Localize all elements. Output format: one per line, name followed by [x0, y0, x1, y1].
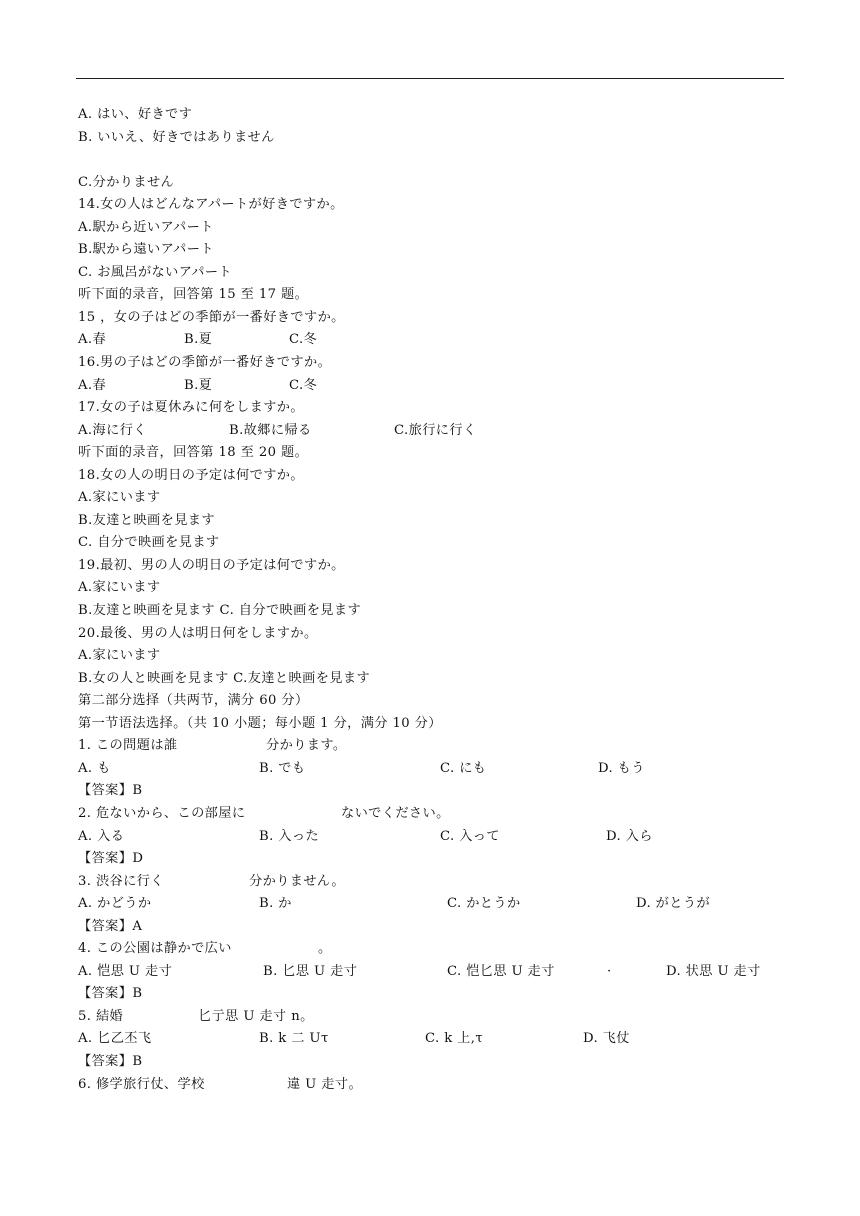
- text-line: [78, 397, 784, 420]
- line-text: 16.男の子はどの季節が一番好きですか。: [78, 355, 332, 371]
- text-line: [78, 758, 784, 781]
- option-text: C. 入って: [440, 828, 500, 844]
- line-text: B.女の人と映画を見ます C.友達と映画を見ます: [78, 670, 371, 686]
- line-text: B.友達と映画を見ます C. 自分で映画を見ます: [78, 603, 362, 619]
- text-line: [78, 916, 784, 939]
- line-text: 18.女の人の明日の予定は何ですか。: [78, 467, 304, 483]
- option-text: 分かります。: [266, 738, 347, 754]
- text-line: [78, 1006, 784, 1029]
- text-line: [78, 284, 784, 307]
- option-text: C.旅行に行く: [394, 422, 477, 438]
- option-text: D. もう: [598, 760, 645, 776]
- option-text: B. か: [259, 896, 292, 912]
- header-rule: [76, 78, 784, 79]
- line-text: B. いいえ、好きではありません: [78, 129, 275, 145]
- text-line: [78, 104, 784, 127]
- line-text: A. 匕乙丕飞: [78, 1031, 152, 1047]
- text-line: [78, 893, 784, 916]
- option-text: B. 入った: [259, 828, 320, 844]
- line-text: C. お風呂がないアパート: [78, 264, 233, 280]
- text-line: [78, 961, 784, 984]
- text-line: [78, 1028, 784, 1051]
- text-line: [78, 690, 784, 713]
- line-text: A. も: [78, 760, 111, 776]
- option-text: 匕亍思 U 走寸 n。: [198, 1008, 314, 1024]
- text-line: [78, 938, 784, 961]
- line-text: 2. 危ないから、この部屋に: [78, 805, 246, 821]
- option-text: D. 状思 U 走寸: [666, 963, 761, 979]
- line-text: A. 入る: [78, 828, 125, 844]
- text-line: [78, 600, 784, 623]
- text-line: [78, 442, 784, 465]
- text-line: [78, 127, 784, 150]
- text-line: [78, 487, 784, 510]
- text-line: [78, 577, 784, 600]
- line-text: C.分かりません: [78, 174, 175, 190]
- text-line: [78, 352, 784, 375]
- line-text: 【答案】B: [78, 1053, 143, 1069]
- line-text: 听下面的录音，回答第 18 至 20 题。: [78, 445, 309, 461]
- text-line: [78, 803, 784, 826]
- blank-line: [78, 149, 784, 172]
- line-text: 【答案】A: [78, 918, 143, 934]
- line-text: A.家にいます: [78, 580, 161, 596]
- text-line: [78, 1051, 784, 1074]
- line-text: A.春: [78, 377, 107, 393]
- option-text: 違 U 走寸。: [287, 1076, 363, 1092]
- text-line: [78, 465, 784, 488]
- option-text: C. 恺匕思 U 走寸: [447, 963, 555, 979]
- text-line: [78, 217, 784, 240]
- text-line: [78, 871, 784, 894]
- line-text: B.駅から遠いアパート: [78, 242, 214, 258]
- line-text: 15 ，女の子はどの季節が一番好きですか。: [78, 309, 345, 325]
- text-line: [78, 645, 784, 668]
- line-text: A.家にいます: [78, 490, 161, 506]
- text-line: [78, 194, 784, 217]
- option-text: ·: [607, 963, 612, 979]
- text-line: [78, 329, 784, 352]
- text-line: [78, 532, 784, 555]
- line-text: 【答案】D: [78, 851, 144, 867]
- option-text: D. 入ら: [606, 828, 653, 844]
- line-text: 【答案】B: [78, 986, 143, 1002]
- line-text: A.駅から近いアパート: [78, 219, 214, 235]
- line-text: 14.女の人はどんなアパートが好きですか。: [78, 197, 344, 213]
- option-text: B.故郷に帰る: [229, 422, 312, 438]
- document-body: [78, 104, 784, 1096]
- text-line: [78, 623, 784, 646]
- option-text: C. にも: [440, 760, 487, 776]
- option-text: D. 飞仗: [583, 1031, 630, 1047]
- text-line: [78, 780, 784, 803]
- line-text: 17.女の子は夏休みに何をしますか。: [78, 400, 304, 416]
- text-line: [78, 510, 784, 533]
- line-text: C. 自分で映画を見ます: [78, 535, 220, 551]
- text-line: [78, 172, 784, 195]
- line-text: A. かどうか: [78, 896, 152, 912]
- line-text: 听下面的录音，回答第 15 至 17 题。: [78, 287, 309, 303]
- option-text: B. でも: [259, 760, 306, 776]
- line-text: 第一节语法选择。（共 10 小题；每小题 1 分，满分 10 分）: [78, 715, 442, 731]
- text-line: [78, 668, 784, 691]
- option-text: C.冬: [289, 377, 318, 393]
- text-line: [78, 420, 784, 443]
- text-line: [78, 555, 784, 578]
- option-text: 。: [318, 941, 332, 957]
- line-text: 【答案】B: [78, 783, 143, 799]
- line-text: A.海に行く: [78, 422, 147, 438]
- text-line: [78, 713, 784, 736]
- line-text: 第二部分选择（共两节，满分 60 分）: [78, 693, 309, 709]
- line-text: 3. 渋谷に行く: [78, 873, 164, 889]
- line-text: 1. この問題は誰: [78, 738, 178, 754]
- line-text: A. はい、好きです: [78, 107, 193, 122]
- line-text: A.家にいます: [78, 648, 161, 664]
- option-text: 分かりません。: [249, 873, 345, 889]
- line-text: 6. 修学旅行仗、学校: [78, 1076, 205, 1092]
- option-text: B. 匕思 U 走寸: [263, 963, 358, 979]
- text-line: [78, 375, 784, 398]
- line-text: 20.最後、男の人は明日何をしますか。: [78, 625, 318, 641]
- option-text: C. かとうか: [447, 896, 521, 912]
- option-text: C. k 上,τ: [425, 1031, 484, 1047]
- text-line: [78, 826, 784, 849]
- line-text: A. 恺思 U 走寸: [78, 963, 173, 979]
- text-line: [78, 848, 784, 871]
- text-line: [78, 1074, 784, 1097]
- line-text: B.友達と映画を見ます: [78, 512, 215, 528]
- option-text: B.夏: [184, 377, 213, 393]
- option-text: B.夏: [184, 332, 213, 348]
- option-text: D. がとうが: [636, 896, 711, 912]
- text-line: [78, 983, 784, 1006]
- text-line: [78, 239, 784, 262]
- line-text: 19.最初、男の人の明日の予定は何ですか。: [78, 557, 345, 573]
- text-line: [78, 735, 784, 758]
- text-line: [78, 307, 784, 330]
- line-text: 4. この公園は静かで広い: [78, 941, 232, 957]
- option-text: B. k 二 Uτ: [259, 1031, 329, 1047]
- option-text: C.冬: [289, 332, 318, 348]
- line-text: 5. 結婚: [78, 1008, 124, 1024]
- text-line: [78, 262, 784, 285]
- line-text: A.春: [78, 332, 107, 348]
- option-text: ないでください。: [341, 805, 450, 821]
